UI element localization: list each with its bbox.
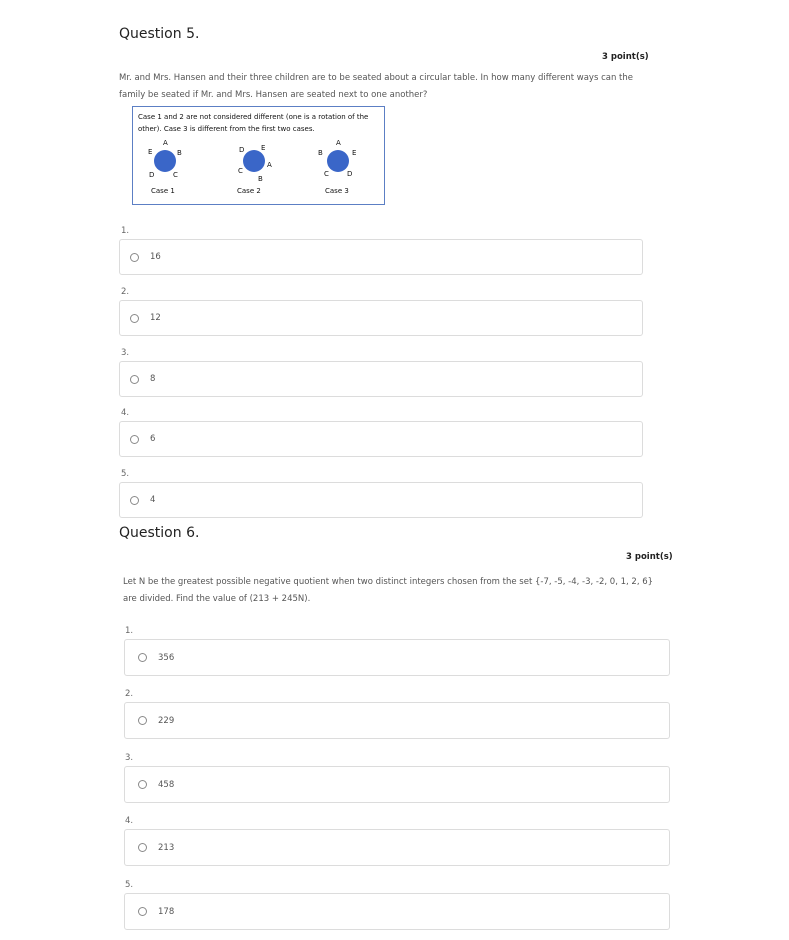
case-2-caption: Case 2: [237, 187, 261, 195]
q5-option-5[interactable]: [119, 482, 643, 518]
q5-option-3[interactable]: [119, 361, 643, 397]
question-6-points: 3 point(s): [626, 552, 673, 562]
table-circle-case-1: [154, 150, 176, 172]
case-3-caption: Case 3: [325, 187, 349, 195]
seating-figure: [132, 106, 385, 205]
q6-option-4-number: 4.: [125, 816, 134, 826]
q5-option-2[interactable]: [119, 300, 643, 336]
question-6-title: Question 6.: [119, 525, 200, 541]
radio-icon[interactable]: [138, 843, 147, 852]
question-5-text: Mr. and Mrs. Hansen and their three children are to be seated about a circular table. In how many different ways can the family be seated if Mr. and Mrs. Hansen are seated next to one another?: [119, 73, 634, 100]
case-2-seat-a: A: [267, 161, 272, 169]
q5-option-1[interactable]: [119, 239, 643, 275]
q6-option-3[interactable]: [124, 766, 670, 803]
q5-option-1-label: 16: [150, 252, 161, 262]
q6-option-3-number: 3.: [125, 753, 134, 763]
q6-option-5-number: 5.: [125, 880, 134, 890]
figure-note: Case 1 and 2 are not considered different (one is a rotation of the other). Case 3 is different from the first two cases.: [138, 113, 369, 133]
q6-option-5-label: 178: [158, 906, 175, 917]
case-2-seat-d: D: [239, 146, 245, 154]
case-3-seat-b: B: [318, 149, 323, 157]
q5-option-3-number: 3.: [121, 348, 130, 358]
case-3-seat-d: D: [347, 170, 353, 178]
case-3-seat-a: A: [336, 139, 341, 147]
q6-option-4-label: 213: [158, 842, 175, 853]
radio-icon[interactable]: [138, 716, 147, 725]
q6-option-2-label: 229: [158, 715, 175, 726]
case-1-seat-d: D: [149, 171, 155, 179]
q6-option-4[interactable]: [124, 829, 670, 866]
case-1-seat-a: A: [163, 139, 168, 147]
q6-option-1-number: 1.: [125, 626, 134, 636]
q6-option-2[interactable]: [124, 702, 670, 739]
case-1-seat-b: B: [177, 149, 182, 157]
radio-icon[interactable]: [130, 314, 139, 323]
radio-icon[interactable]: [130, 435, 139, 444]
radio-icon[interactable]: [138, 653, 147, 662]
q6-option-1[interactable]: [124, 639, 670, 676]
q6-option-3-label: 458: [158, 779, 175, 790]
seating-diagram: [133, 107, 386, 206]
q6-option-5[interactable]: [124, 893, 670, 930]
case-2-seat-b: B: [258, 175, 263, 183]
radio-icon[interactable]: [138, 907, 147, 916]
q5-option-4[interactable]: [119, 421, 643, 457]
case-3-seat-e: E: [352, 149, 357, 157]
q5-option-2-number: 2.: [121, 287, 130, 297]
radio-icon[interactable]: [138, 780, 147, 789]
question-5-points: 3 point(s): [602, 52, 649, 62]
case-2-seat-e: E: [261, 144, 266, 152]
radio-icon[interactable]: [130, 375, 139, 384]
q5-option-4-number: 4.: [121, 408, 130, 418]
q5-option-1-number: 1.: [121, 226, 130, 236]
q6-option-2-number: 2.: [125, 689, 134, 699]
q5-option-5-label: 4: [150, 495, 156, 505]
case-3-seat-c: C: [324, 170, 329, 178]
case-1-caption: Case 1: [151, 187, 175, 195]
question-5-title: Question 5.: [119, 26, 200, 42]
case-1-seat-e: E: [148, 148, 153, 156]
question-6-text: Let N be the greatest possible negative quotient when two distinct integers chosen from the set {-7, -5, -4, -3, -2, 0, 1, 2, 6} are divided. Find the value of (213 + 245N).: [123, 577, 654, 604]
q5-option-4-label: 6: [150, 434, 156, 444]
q5-option-5-number: 5.: [121, 469, 130, 479]
q5-option-2-label: 12: [150, 313, 161, 323]
table-circle-case-3: [327, 150, 349, 172]
case-2-seat-c: C: [238, 167, 243, 175]
case-1-seat-c: C: [173, 171, 178, 179]
radio-icon[interactable]: [130, 253, 139, 262]
table-circle-case-2: [243, 150, 265, 172]
q6-option-1-label: 356: [158, 652, 175, 663]
q5-option-3-label: 8: [150, 374, 156, 384]
radio-icon[interactable]: [130, 496, 139, 505]
